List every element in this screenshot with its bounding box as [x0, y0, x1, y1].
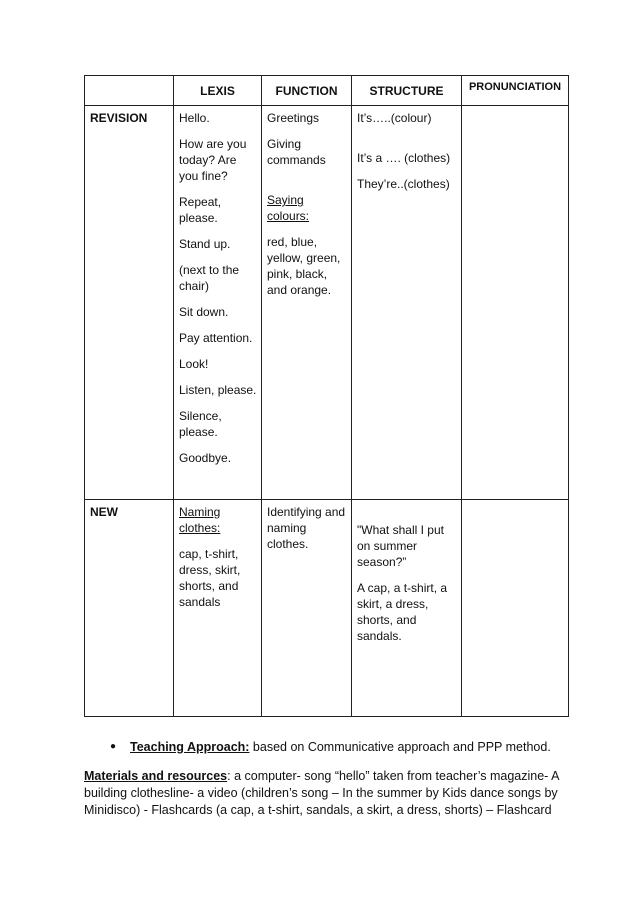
materials-label: Materials and resources — [84, 769, 228, 783]
function-saying-colours: Saying colours: — [267, 193, 310, 223]
teaching-approach-label: Teaching Approach: — [130, 740, 250, 754]
function-colours-list: red, blue, yellow, green, pink, black, and orange. — [267, 235, 341, 297]
lexis-item: How are you today? Are you fine? — [179, 137, 247, 183]
lexis-item: Repeat, please. — [179, 195, 222, 225]
row-label-new: NEW — [85, 500, 174, 717]
lexis-item: Hello. — [179, 111, 210, 125]
revision-pronunciation-cell — [462, 106, 569, 500]
header-pronunciation: PRONUNCIATION — [462, 76, 569, 106]
new-structure-cell — [352, 500, 462, 717]
header-empty — [85, 76, 174, 106]
header-structure: STRUCTURE — [352, 76, 462, 106]
row-label-revision: REVISION — [85, 106, 174, 500]
structure-item: It’s…..(colour) — [357, 111, 432, 125]
materials-text: : a computer- song “hello” taken from teacher’s magazine- A building clothesline- a video (children’s song – In the summer by Kids dance songs by Minidisco) - Flashcards (a cap, a t-shirt, sandals, a skirt, a dress, shorts) – Flashcard — [84, 769, 559, 817]
table-header-row — [85, 76, 569, 106]
structure-item: They’re..(clothes) — [357, 177, 450, 191]
bullet-icon: ● — [110, 741, 117, 752]
header-function: FUNCTION — [262, 76, 352, 106]
revision-lexis-cell — [174, 106, 262, 500]
lexis-item: Stand up. — [179, 237, 231, 251]
function-giving-commands: Giving commands — [267, 137, 326, 167]
lexis-item: Goodbye. — [179, 451, 232, 465]
lesson-plan-table — [84, 75, 569, 717]
lexis-item: (next to the chair) — [179, 263, 240, 293]
teaching-approach-text: based on Communicative approach and PPP method. — [249, 740, 551, 754]
lexis-item: Pay attention. — [179, 331, 253, 345]
structure-question: "What shall I put on summer season?” — [357, 523, 444, 569]
revision-function-cell — [262, 106, 352, 500]
revision-structure-cell — [352, 106, 462, 500]
function-greetings: Greetings — [267, 111, 320, 125]
structure-item: It’s a …. (clothes) — [357, 151, 451, 165]
header-lexis: LEXIS — [174, 76, 262, 106]
lexis-item: Silence, please. — [179, 409, 222, 439]
lexis-item: Sit down. — [179, 305, 229, 319]
table-row-new — [85, 500, 569, 717]
lexis-item: Look! — [179, 357, 209, 371]
function-identifying: Identifying and naming clothes. — [267, 505, 346, 551]
table-row-revision — [85, 106, 569, 500]
lexis-item: Listen, please. — [179, 383, 257, 397]
new-lexis-cell — [174, 500, 262, 717]
new-pronunciation-cell — [462, 500, 569, 717]
structure-answer: A cap, a t-shirt, a skirt, a dress, shorts, and sandals. — [357, 581, 448, 643]
new-function-cell — [262, 500, 352, 717]
lexis-list: cap, t-shirt, dress, skirt, shorts, and sandals — [179, 547, 241, 609]
lexis-heading: Naming clothes: — [179, 505, 221, 535]
materials-paragraph — [84, 768, 574, 819]
